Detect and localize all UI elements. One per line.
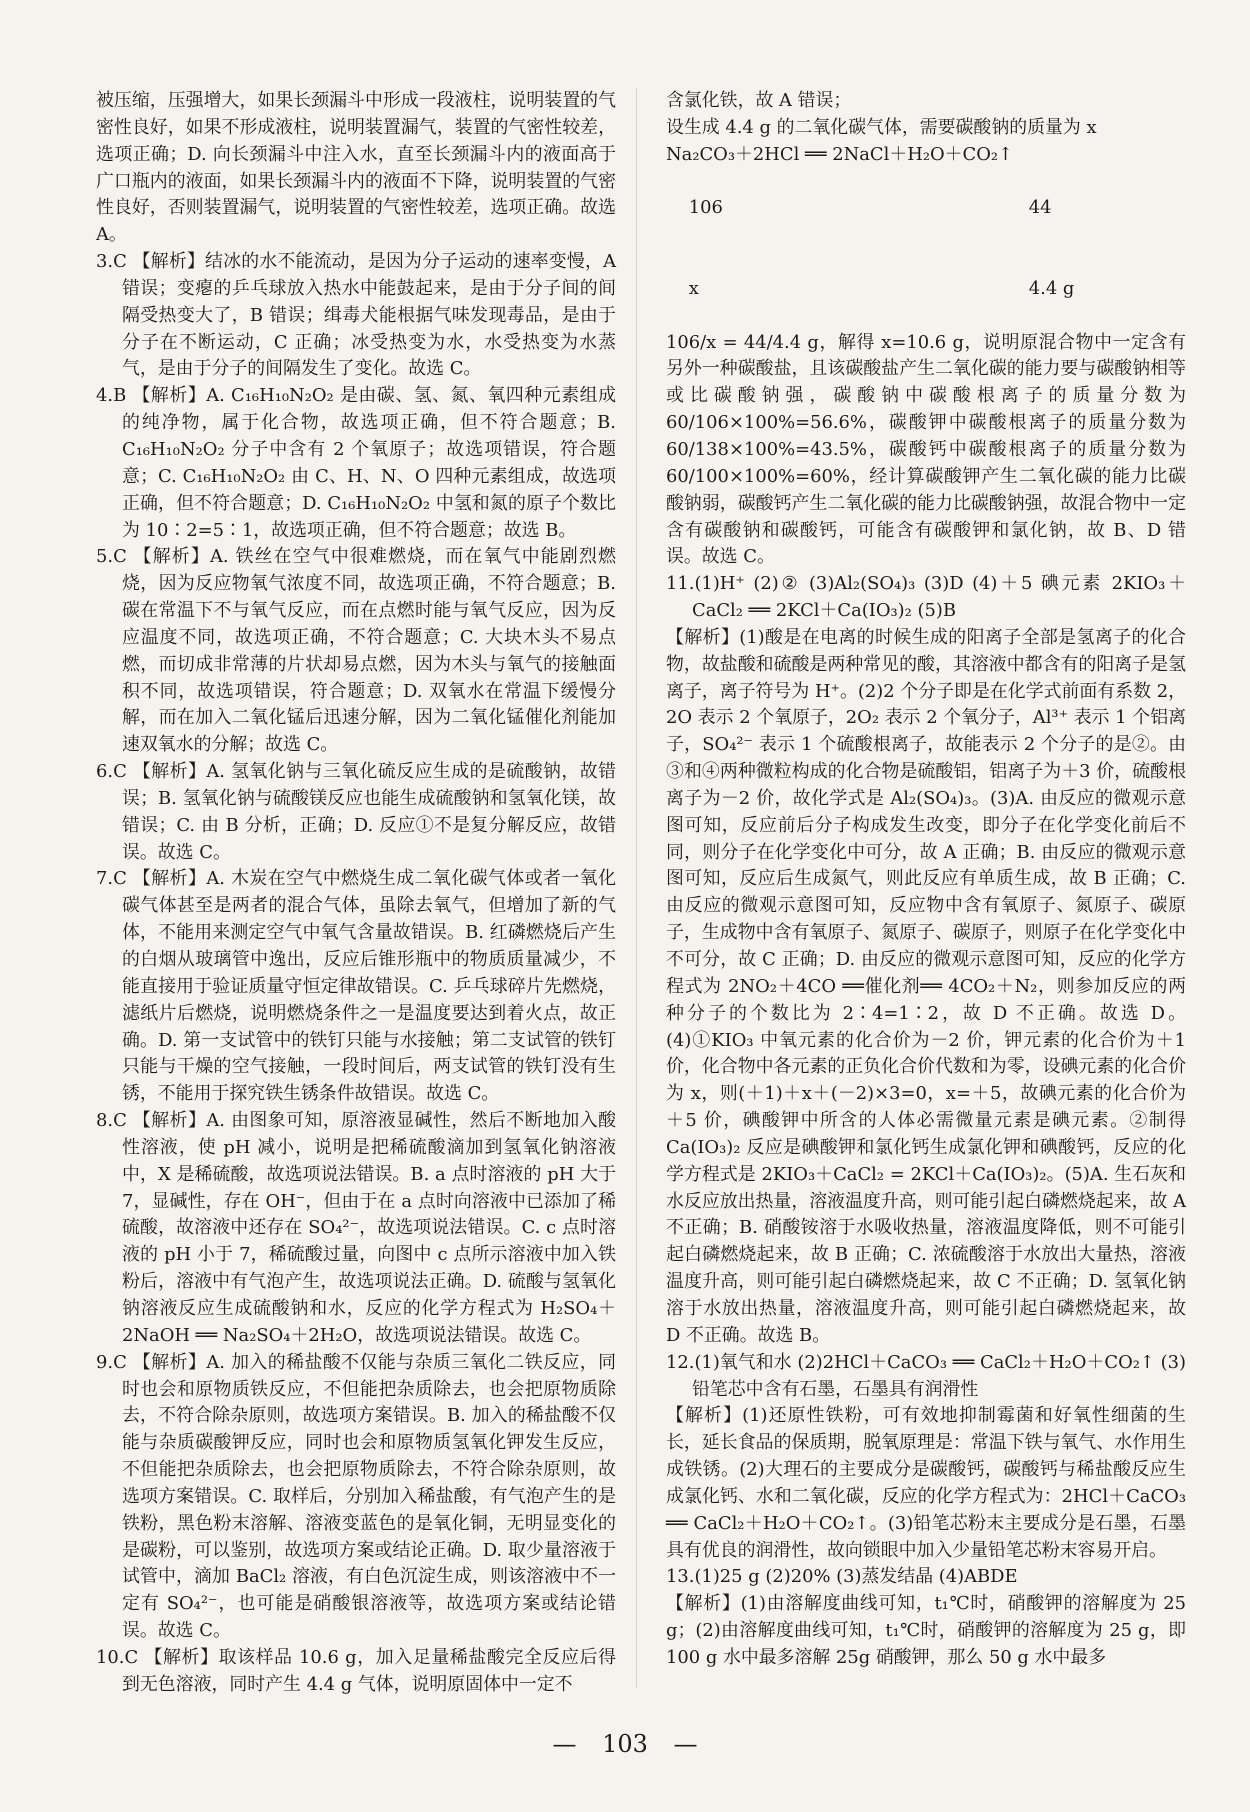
left-continuation: 被压缩，压强增大，如果长颈漏斗中形成一段液柱，说明装置的气密性良好，如果不形成液柱，说明装置漏气，装置的气密性较差，选项正确；D. 向长颈漏斗中注入水，直至长颈漏斗内的液面高于广口瓶内的液面，如果长颈漏斗内的液面不下降，说明装置的气密性良好，否则装置漏气，说明装置的气密性较差，选项正确。故选 A。 [96,90,616,246]
answer-item-3: 3.C 【解析】结冰的水不能流动，是因为分子运动的速率变慢，A 错误；变瘪的乒乓球放入热水中能鼓起来，是由于分子间的间隔受热变大了，B 错误；缉毒犬能根据气味发现毒品，是由于分子在不断运动，C 正确；冰受热变为水，水受热变为水蒸气，是由于分子的间隔发生了变化。故选 C。 [96,251,616,380]
q13-analysis: 【解析】(1)由溶解度曲线可知，t₁℃时，硝酸钾的溶解度为 25 g；(2)由溶解度曲线可知，t₁℃时，硝酸钾的溶解度为 25 g，即 100 g 水中最多溶解 25g 硝酸钾，那么 50 g 水中最多 [666,1593,1186,1668]
q11-analysis: 【解析】(1)酸是在电离的时候生成的阳离子全部是氢离子的化合物，故盐酸和硫酸是两种常见的酸，其溶液中都含有的阳离子是氢离子，离子符号为 H⁺。(2)2 个分子即是在化学式前面有系数 2，2O 表示 2 个氧原子，2O₂ 表示 2 个氧分子，Al³⁺ 表示 1 个铝离子，SO₄²⁻ 表示 1 个硫酸根离子，故能表示 2 个分子的是②。由③和④两种微粒构成的化合物是硫酸铝，铝离子为＋3 价，硫酸根离子为－2 价，故化学式是 Al₂(SO₄)₃。(3)A. 由反应的微观示意图可知，反应前后分子构成发生改变，即分子在化学变化前后不同，则分子在化学变化中可分，故 A 正确；B. 由反应的微观示意图可知，反应后生成氮气，则此反应有单质生成，故 B 正确；C. 由反应的微观示意图可知，反应物中含有氧原子、氮原子、碳原子，生成物中含有氧原子、氮原子、碳原子，则原子在化学变化中不可分，故 C 正确；D. 由反应的微观示意图可知，反应的化学方程式为 2NO₂＋4CO ══催化剂══ 4CO₂＋N₂，则参加反应的两种分子的个数比为 2∶4=1∶2，故 D 不正确。故选 D。(4)①KIO₃ 中氧元素的化合价为－2 价，钾元素的化合价为＋1 价，化合物中各元素的正负化合价代数和为零，设碘元素的化合价为 x，则(＋1)＋x＋(－2)×3=0，x=＋5，故碘元素的化合价为＋5 价，碘酸钾中所含的人体必需微量元素是碘元素。②制得 Ca(IO₃)₂ 反应是碘酸钾和氯化钙生成氯化钾和碘酸钙，反应的化学方程式是 2KIO₃＋CaCl₂ = 2KCl＋Ca(IO₃)₂。(5)A. 生石灰和水反应放出热量，溶液温度升高，则可能引起白磷燃烧起来，故 A 不正确；B. 硝酸铵溶于水吸收热量，溶液温度降低，则不可能引起白磷燃烧起来，故 B 正确；C. 浓硫酸溶于水放出大量热，溶液温度升高，则可能引起白磷燃烧起来，故 C 不正确；D. 氢氧化钠溶于水放出热量，溶液温度升高，则可能引起白磷燃烧起来，故 D 不正确。故选 B。 [666,626,1186,1346]
answer-item-8: 8.C 【解析】A. 由图象可知，原溶液显碱性，然后不断地加入酸性溶液，使 pH 减小，说明是把稀硫酸滴加到氢氧化钠溶液中，X 是稀硫酸，故选项说法错误。B. a 点时溶液的 pH 大于 7，显碱性，存在 OH⁻，但由于在 a 点时向溶液中已添加了稀硫酸，故溶液中还存在 SO₄²⁻，故选项说法错误。C. c 点时溶液的 pH 小于 7，稀硫酸过量，向图中 c 点所示溶液中加入铁粉后，溶液中有气泡产生，故选项说法正确。D. 硫酸与氢氧化钠溶液反应生成硫酸钠和水，反应的化学方程式为 H₂SO₄＋2NaOH ══ Na₂SO₄＋2H₂O，故选项说法错误。故选 C。 [96,1110,616,1346]
q10-calc-row1 [666,169,1186,250]
left-column [96,88,616,1699]
page-number: 103 [602,1730,648,1758]
right-column [666,88,1186,1672]
footer-dash: — [552,1730,577,1758]
calc-value: 4.4 g [1028,277,1075,299]
answer-item-12: 12.(1)氧气和水 (2)2HCl＋CaCO₃ ══ CaCl₂＋H₂O＋CO₂↑ (3)铅笔芯中含有石墨，石墨具有润滑性 [666,1351,1186,1400]
answer-item-4: 4.B 【解析】A. C₁₆H₁₀N₂O₂ 是由碳、氢、氮、氧四种元素组成的纯净物，属于化合物，故选项正确，但不符合题意；B. C₁₆H₁₀N₂O₂ 分子中含有 2 个氧原子；故选项错误，符合题意；C. C₁₆H₁₀N₂O₂ 由 C、H、N、O 四种元素组成，故选项正确，但不符合题意；D. C₁₆H₁₀N₂O₂ 中氢和氮的原子个数比为 10∶2=5∶1，故选项正确，但不符合题意；故选 B。 [96,385,616,541]
calc-value: x [688,277,699,299]
q10-equation: Na₂CO₃＋2HCl ══ 2NaCl＋H₂O＋CO₂↑ [666,143,1014,165]
answer-item-7: 7.C 【解析】A. 木炭在空气中燃烧生成二氧化碳气体或者一氧化碳气体甚至是两者的混合气体，虽除去氧气，但增加了新的气体，不能用来测定空气中氧气含量故错误。B. 红磷燃烧后产生的白烟从玻璃管中逸出，反应后锥形瓶中的物质质量减少，不能直接用于验证质量守恒定律故错误。C. 乒乓球碎片先燃烧，滤纸片后燃烧，说明燃烧条件之一是温度要达到着火点，故正确。D. 第一支试管中的铁钉只能与水接触；第二支试管的铁钉只能与干燥的空气接触，一段时间后，两支试管的铁钉没有生锈，不能用于探究铁生锈条件故错误。故选 C。 [96,868,616,1105]
q10-solution: 106/x = 44/4.4 g，解得 x=10.6 g，说明原混合物中一定含有另外一种碳酸盐，且该碳酸盐产生二氧化碳的能力要与碳酸钠相等或比碳酸钠强，碳酸钠中碳酸根离子的质量分数为 60/106×100%=56.6%，碳酸钾中碳酸根离子的质量分数为 60/138×100%=43.5%，碳酸钙中碳酸根离子的质量分数为 60/100×100%=60%，经计算碳酸钾产生二氧化碳的能力比碳酸钠弱，碳酸钙产生二氧化碳的能力比碳酸钠强，故混合物中一定含有碳酸钠和碳酸钙，可能含有碳酸钾和氯化钠，故 B、D 错误。故选 C。 [666,331,1186,568]
column-divider [636,88,637,1688]
footer-dash: — [673,1730,698,1758]
answer-item-10: 10.C 【解析】取该样品 10.6 g，加入足量稀盐酸完全反应后得到无色溶液，同时产生 4.4 g 气体，说明原固体中一定不 [96,1646,616,1695]
answer-item-11: 11.(1)H⁺ (2)② (3)Al₂(SO₄)₃ (3)D (4)＋5 碘元素 2KIO₃＋CaCl₂ ══ 2KCl＋Ca(IO₃)₂ (5)B [666,573,1186,622]
calc-value: 106 [688,197,723,219]
answer-item-5: 5.C 【解析】A. 铁丝在空气中很难燃烧，而在氧气中能剧烈燃烧，因为反应物氧气浓度不同，故选项正确，不符合题意；B. 碳在常温下不与氧气反应，而在点燃时能与氧气反应，因为反应温度不同，故选项正确，不符合题意；C. 大块木头不易点燃，而切成非常薄的片状却易点燃，因为木头与氧气的接触面积不同，故选项错误，符合题意；D. 双氧水在常温下缓慢分解，而在加入二氧化锰后迅速分解，因为二氧化锰催化剂能加速双氧水的分解；故选 C。 [96,546,616,756]
answer-item-6: 6.C 【解析】A. 氢氧化钠与三氧化硫反应生成的是硫酸钠，故错误；B. 氢氧化钠与硫酸镁反应也能生成硫酸钠和氢氧化镁，故错误；C. 由 B 分析，正确；D. 反应①不是复分解反应，故错误。故选 C。 [96,761,616,863]
page-footer [0,1730,1250,1758]
calc-value: 44 [1028,197,1052,219]
q12-analysis: 【解析】(1)还原性铁粉，可有效地抑制霉菌和好氧性细菌的生长，延长食品的保质期，脱氧原理是：常温下铁与氧气、水作用生成铁锈。(2)大理石的主要成分是碳酸钙，碳酸钙与稀盐酸反应生成氯化钙、水和二氧化碳，反应的化学方程式为：2HCl＋CaCO₃ ══ CaCl₂＋H₂O＋CO₂↑。(3)铅笔芯粉末主要成分是石墨，石墨具有优良的润滑性，故向锁眼中加入少量铅笔芯粉末容易开启。 [666,1405,1186,1561]
q10-setup: 设生成 4.4 g 的二氧化碳气体，需要碳酸钠的质量为 x [666,116,1097,138]
q10-calc-row2 [666,249,1186,330]
q10-continuation: 含氯化铁，故 A 错误； [666,90,852,111]
answer-item-9: 9.C 【解析】A. 加入的稀盐酸不仅能与杂质三氧化二铁反应，同时也会和原物质铁反应，不但能把杂质除去，也会把原物质除去，不符合除杂原则，故选项方案错误。B. 加入的稀盐酸不仅能与杂质碳酸钾反应，同时也会和原物质氢氧化钾发生反应，不但能把杂质除去，也会把原物质除去，不符合除杂原则，故选项方案错误。C. 取样后，分别加入稀盐酸，有气泡产生的是铁粉，黑色粉末溶解、溶液变蓝色的是氧化铜，无明显变化的是碳粉，可以鉴别，故选项方案或结论正确。D. 取少量溶液于试管中，滴加 BaCl₂ 溶液，有白色沉淀生成，则该溶液中不一定有 SO₄²⁻，也可能是硝酸银溶液等，故选项方案或结论错误。故选 C。 [96,1351,616,1642]
answer-item-13: 13.(1)25 g (2)20% (3)蒸发结晶 (4)ABDE [666,1566,1018,1588]
